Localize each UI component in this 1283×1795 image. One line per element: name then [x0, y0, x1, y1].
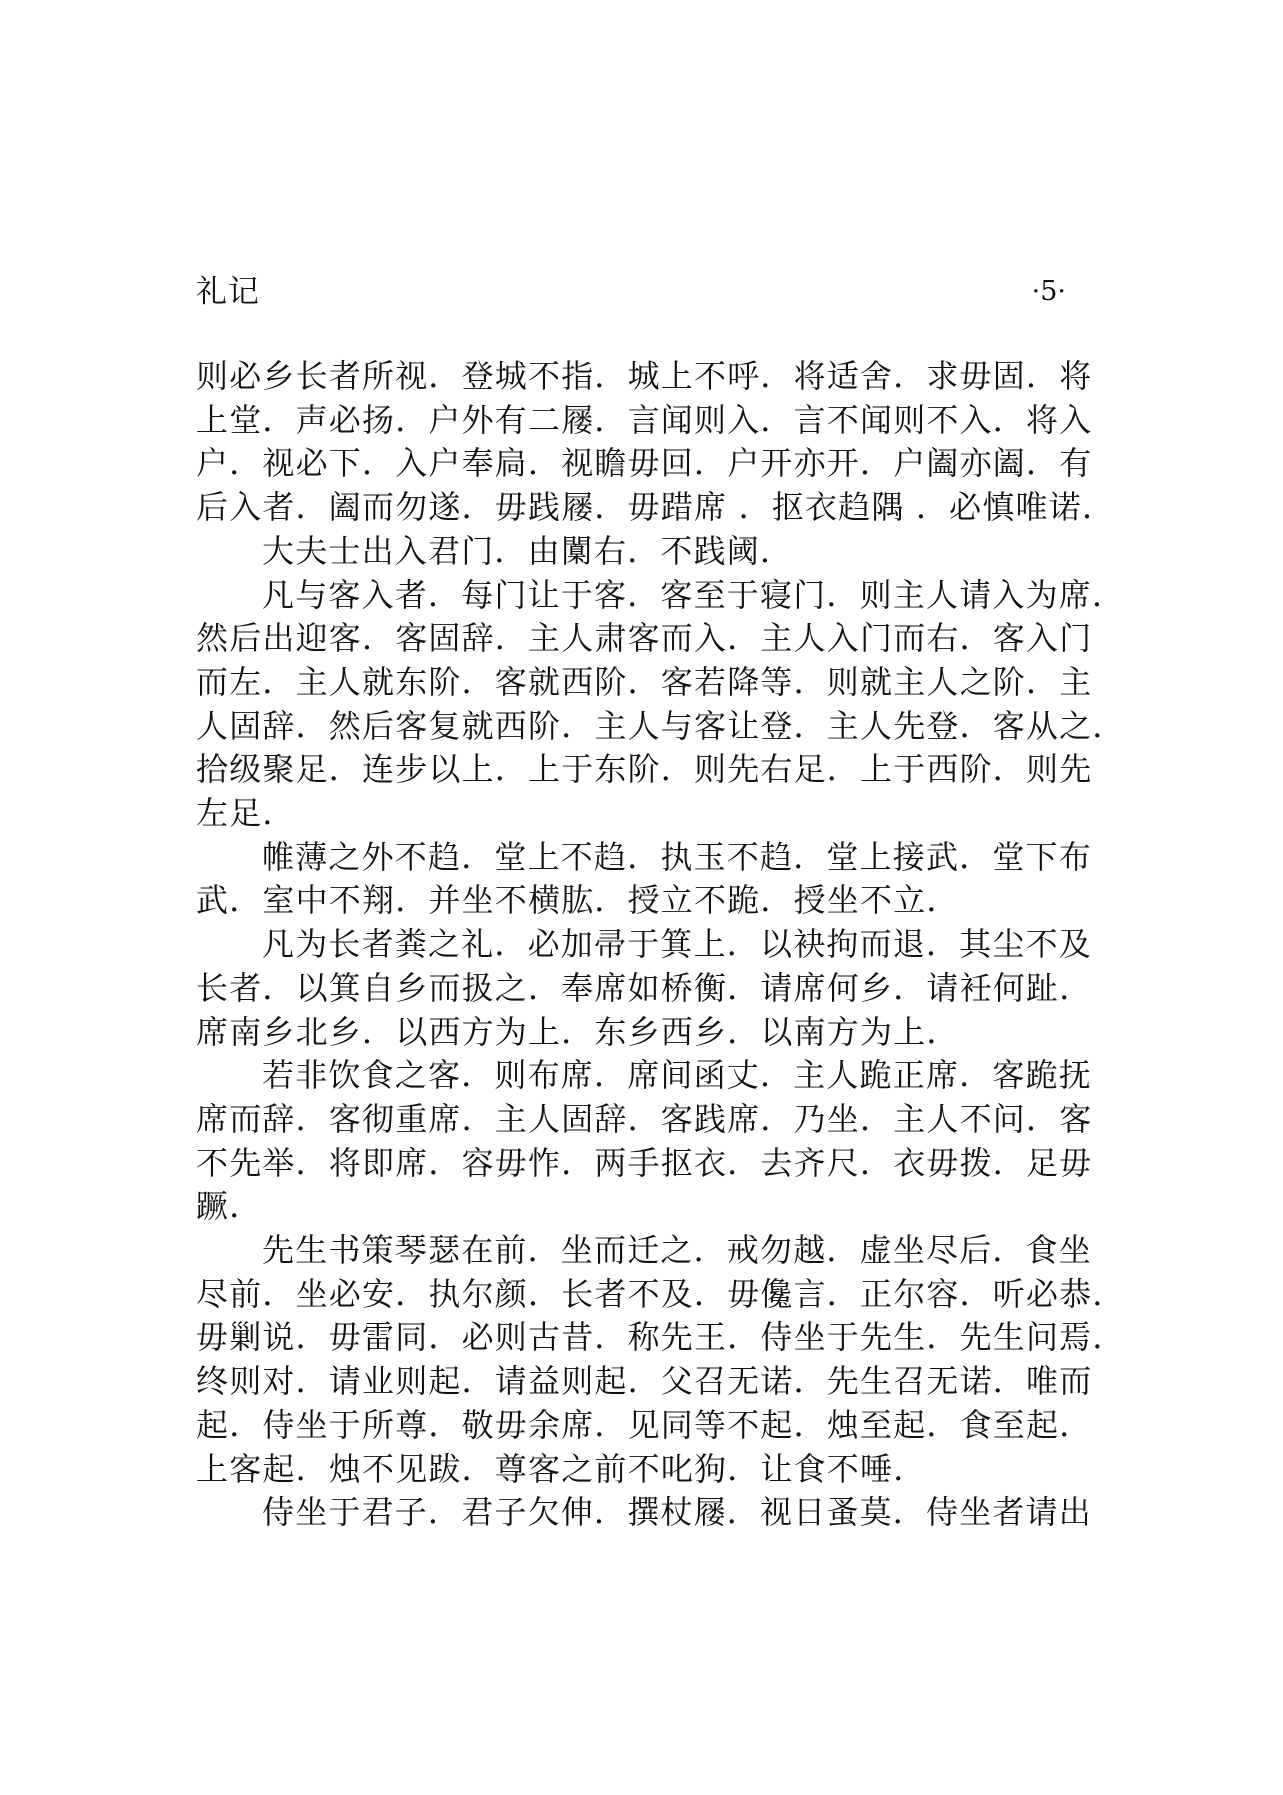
paragraph	[196, 1491, 1096, 1535]
body-text	[196, 355, 1126, 1535]
text-line: 起．侍坐于所尊．敬毋余席．见同等不起．烛至起．食至起．	[196, 1405, 1093, 1444]
text-line: 而左．主人就东阶．客就西阶．客若降等．则就主人之阶．主	[196, 662, 1093, 701]
text-line: 席而辞．客彻重席．主人固辞．客践席．乃坐．主人不问．客	[196, 1099, 1093, 1138]
text-line: 席南乡北乡．以西方为上．东乡西乡．以南方为上．	[196, 1012, 960, 1051]
text-line: 终则对．请业则起．请益则起．父召无诺．先生召无诺．唯而	[196, 1362, 1093, 1401]
page-number: ·5·	[1031, 276, 1066, 307]
paragraph	[196, 355, 1116, 530]
text-line: 蹶．	[196, 1187, 263, 1226]
paragraph	[196, 1054, 1096, 1229]
text-line: 上堂．声必扬．户外有二屦．言闻则入．言不闻则不入．将入	[196, 400, 1093, 439]
text-line: 上客起．烛不见跋．尊客之前不叱狗．让食不唾．	[196, 1449, 927, 1488]
paragraph	[196, 574, 1126, 836]
paragraph	[196, 923, 1096, 1054]
text-line: 若非饮食之客．则布席．席间函丈．主人跪正席．客跪抚	[262, 1056, 1093, 1095]
text-line: 则必乡长者所视．登城不指．城上不呼．将适舍．求毋固．将	[196, 357, 1093, 395]
text-line: 后入者．阖而勿遂．毋践屦．毋踖席 ．抠衣趋隅 ．必慎唯诺．	[196, 488, 1116, 527]
text-line: 先生书策琴瑟在前．坐而迁之．戒勿越．虚坐尽后．食坐	[262, 1231, 1093, 1270]
running-header	[196, 272, 1066, 316]
text-line: 长者．以箕自乡而扱之．奉席如桥衡．请席何乡．请衽何趾．	[196, 968, 1093, 1007]
paragraph	[196, 1229, 1126, 1491]
text-line: 人固辞．然后客复就西阶．主人与客让登．主人先登．客从之．	[196, 706, 1126, 745]
text-line: 武．室中不翔．并坐不横肱．授立不跪．授坐不立．	[196, 881, 960, 920]
text-line: 然后出迎客．客固辞．主人肃客而入．主人入门而右．客入门	[196, 619, 1093, 658]
text-line: 凡与客入者．每门让于客．客至于寝门．则主人请入为席．	[262, 575, 1126, 614]
text-line: 凡为长者粪之礼．必加帚于箕上．以袂拘而退．其尘不及	[262, 925, 1093, 964]
text-line: 毋剿说．毋雷同．必则古昔．称先王．侍坐于先生．先生问焉．	[196, 1318, 1126, 1357]
book-title: 礼记	[196, 274, 260, 310]
text-line: 大夫士出入君门．由闑右．不践阈．	[262, 531, 794, 570]
paragraph	[196, 530, 1096, 574]
text-line: 左足．	[196, 794, 296, 833]
paragraph	[196, 836, 1096, 923]
text-line: 侍坐于君子．君子欠伸．撰杖屦．视日蚤莫．侍坐者请出	[262, 1493, 1093, 1532]
text-line: 拾级聚足．连步以上．上于东阶．则先右足．上于西阶．则先	[196, 750, 1093, 789]
text-line: 不先举．将即席．容毋怍．两手抠衣．去齐尺．衣毋拨．足毋	[196, 1143, 1093, 1182]
text-line: 尽前．坐必安．执尔颜．长者不及．毋儳言．正尔容．听必恭．	[196, 1274, 1126, 1313]
text-line: 户．视必下．入户奉扃．视瞻毋回．户开亦开．户阖亦阖．有	[196, 444, 1093, 483]
text-line: 帷薄之外不趋．堂上不趋．执玉不趋．堂上接武．堂下布	[262, 837, 1093, 876]
